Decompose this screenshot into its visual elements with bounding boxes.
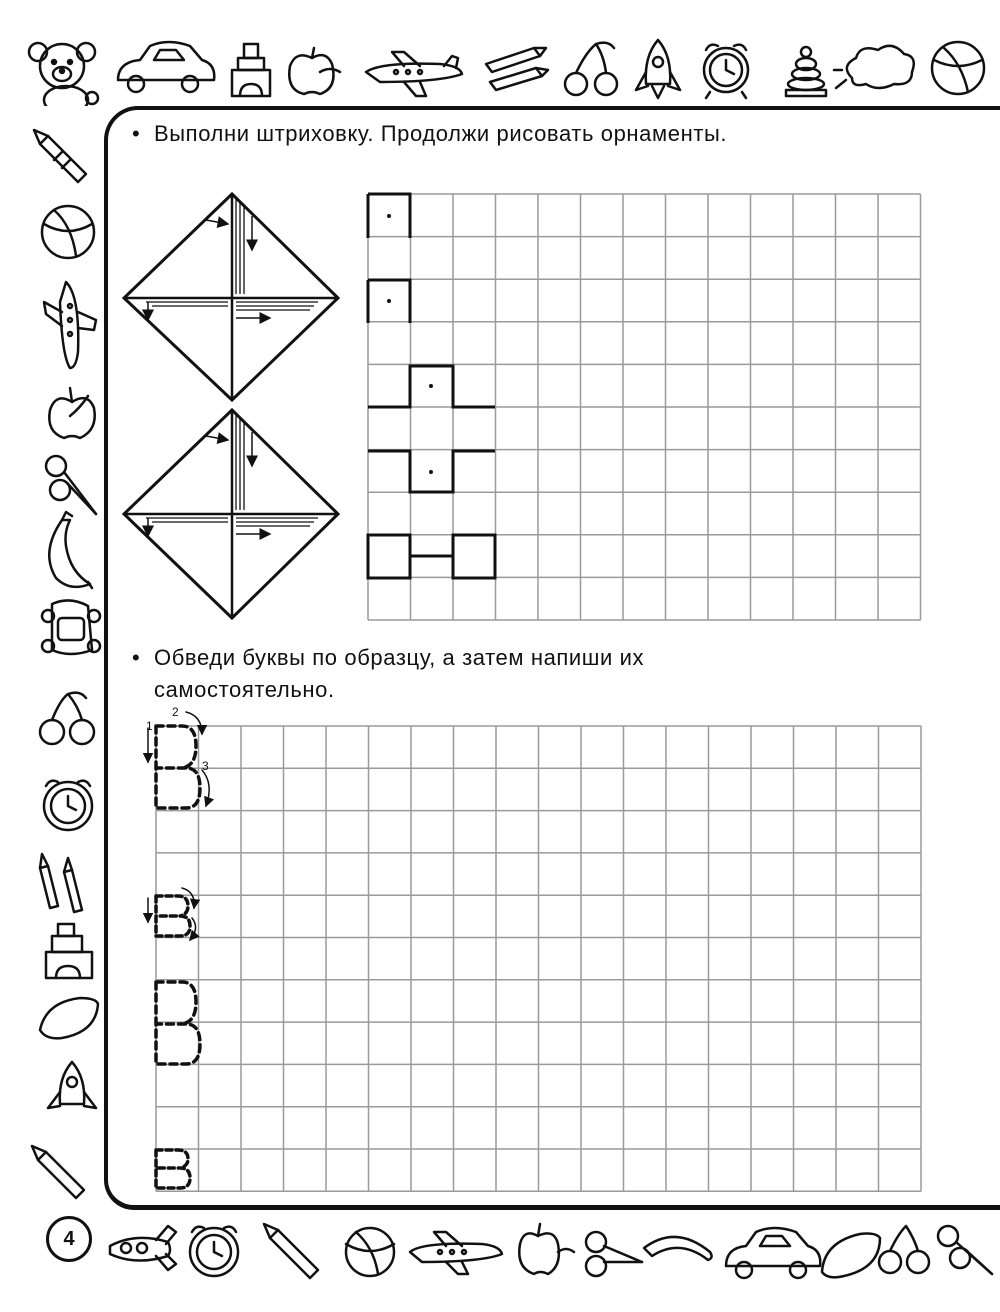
stroke-number-3: 3: [202, 759, 209, 773]
letter-small-1: [156, 896, 190, 936]
cherries-icon: [565, 43, 617, 95]
ball-icon: [42, 206, 94, 258]
banana-icon: [644, 1237, 712, 1260]
apple-icon: [289, 48, 340, 94]
scissors-icon: [586, 1232, 642, 1276]
airplane-icon: [366, 52, 462, 96]
banana-icon: [49, 512, 92, 588]
task1-text: Выполни штриховку. Продолжи рисовать орнаменты.: [154, 121, 728, 146]
teddy-bear-icon: [29, 43, 98, 106]
airplane-icon: [410, 1232, 502, 1274]
task2-line1: Обведи буквы по образцу, а затем напиши их: [154, 645, 645, 670]
task1-instruction: [132, 118, 728, 150]
left-icon-column: [0, 106, 104, 1206]
shading-diamonds: [118, 188, 342, 628]
rocket-icon: [48, 1062, 96, 1108]
cherries-icon: [879, 1226, 929, 1273]
letter-small-2: [156, 1150, 190, 1188]
cloud-tree-icon: [834, 46, 914, 88]
pyramid-toy-icon: [786, 47, 826, 96]
diamond-1: [124, 194, 338, 400]
ornament-grid: [364, 192, 924, 622]
task2-instruction: [132, 642, 774, 706]
lemon-icon: [40, 998, 98, 1038]
letter-big-1: [156, 726, 200, 808]
ball-icon: [346, 1228, 394, 1276]
stroke-number-1: 1: [146, 719, 153, 733]
toy-car-icon: [42, 600, 100, 654]
scissors-icon: [938, 1226, 992, 1274]
bullet: •: [132, 645, 141, 670]
scissors-icon: [46, 456, 96, 514]
page-number: 4: [46, 1216, 92, 1262]
task2-line2: самостоятельно.: [154, 677, 335, 702]
ornament-patterns: [368, 194, 495, 578]
toy-car-icon: [118, 42, 214, 92]
ball-icon: [932, 42, 984, 94]
crayon-icon: [34, 130, 86, 182]
apple-icon: [49, 388, 94, 438]
diamond-2: [124, 410, 338, 618]
top-icon-row: [0, 0, 1000, 106]
apple-icon: [519, 1224, 574, 1274]
bottom-icon-row: [96, 1212, 1000, 1312]
rocket-icon: [636, 40, 680, 98]
stroke-arrow-3: [202, 770, 209, 806]
stroke-number-2: 2: [172, 705, 179, 719]
alarm-clock-icon: [190, 1227, 238, 1276]
toy-blocks-icon: [232, 44, 270, 96]
cherries-icon: [40, 693, 94, 744]
alarm-clock-icon: [704, 45, 748, 98]
lemon-icon: [822, 1234, 880, 1278]
letter-writing-grid: [140, 700, 940, 1192]
crayons-icon: [486, 48, 548, 90]
rocket-icon: [110, 1226, 176, 1270]
toy-blocks-icon: [46, 924, 92, 978]
bullet: •: [132, 121, 141, 146]
toy-car-icon: [726, 1228, 820, 1278]
alarm-clock-icon: [44, 781, 92, 830]
crayons-icon: [40, 854, 82, 912]
ornament-5: [368, 535, 495, 578]
crayon-icon: [264, 1224, 318, 1278]
letter-big-2: [156, 982, 200, 1064]
airplane-icon: [44, 282, 96, 368]
crayon-icon: [32, 1146, 84, 1198]
